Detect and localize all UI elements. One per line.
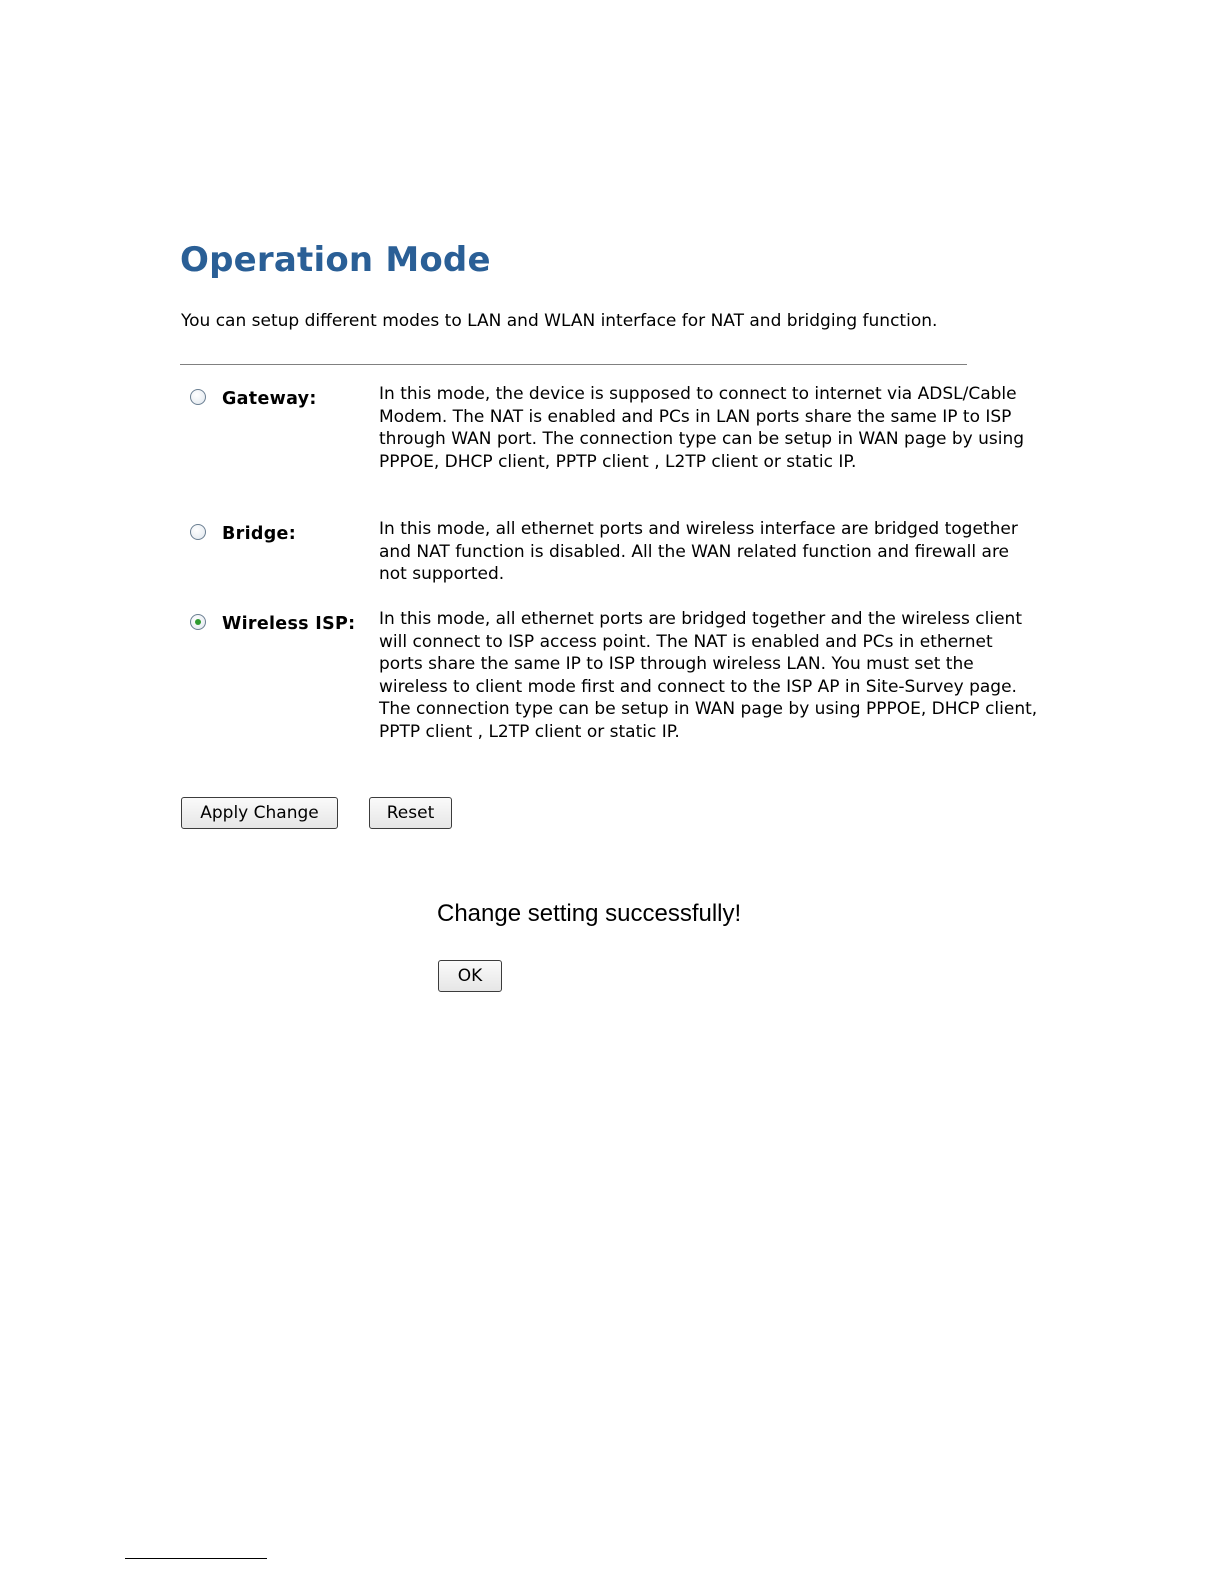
wireless-isp-radio[interactable] (190, 614, 206, 630)
apply-change-button[interactable]: Apply Change (181, 797, 338, 829)
gateway-label[interactable]: Gateway: (222, 389, 317, 409)
reset-button[interactable]: Reset (369, 797, 452, 829)
bridge-radio[interactable] (190, 524, 206, 540)
intro-text: You can setup different modes to LAN and WLAN interface for NAT and bridging function. (181, 311, 938, 331)
gateway-description: In this mode, the device is supposed to connect to internet via ADSL/Cable Modem. The NAT is enabled and PCs in LAN ports share the same IP to ISP through WAN port. The connection type can be setup in WAN page by using PPPOE, DHCP client, PPTP client , L2TP client or static IP. (379, 384, 1025, 472)
wireless-isp-label[interactable]: Wireless ISP: (222, 614, 356, 634)
bridge-description: In this mode, all ethernet ports and wireless interface are bridged together and NAT function is disabled. All the WAN related function and firewall are not supported. (379, 519, 1018, 584)
bridge-label[interactable]: Bridge: (222, 524, 296, 544)
success-message: Change setting successfully! (437, 900, 742, 927)
page-title: Operation Mode (180, 240, 491, 280)
wireless-isp-description: In this mode, all ethernet ports are bridged together and the wireless client will connect to ISP access point. The NAT is enabled and PCs in ethernet ports share the same IP to ISP through wireless LAN. You must set the wireless to client mode first and connect to the ISP AP in Site-Survey page. The connection type can be setup in WAN page by using PPPOE, DHCP client, PPTP client , L2TP client or static IP. (379, 609, 1038, 742)
ok-button[interactable]: OK (438, 960, 502, 992)
footnote-separator (125, 1558, 267, 1559)
divider (180, 364, 967, 365)
radio-selected-dot (195, 619, 201, 625)
gateway-radio[interactable] (190, 389, 206, 405)
